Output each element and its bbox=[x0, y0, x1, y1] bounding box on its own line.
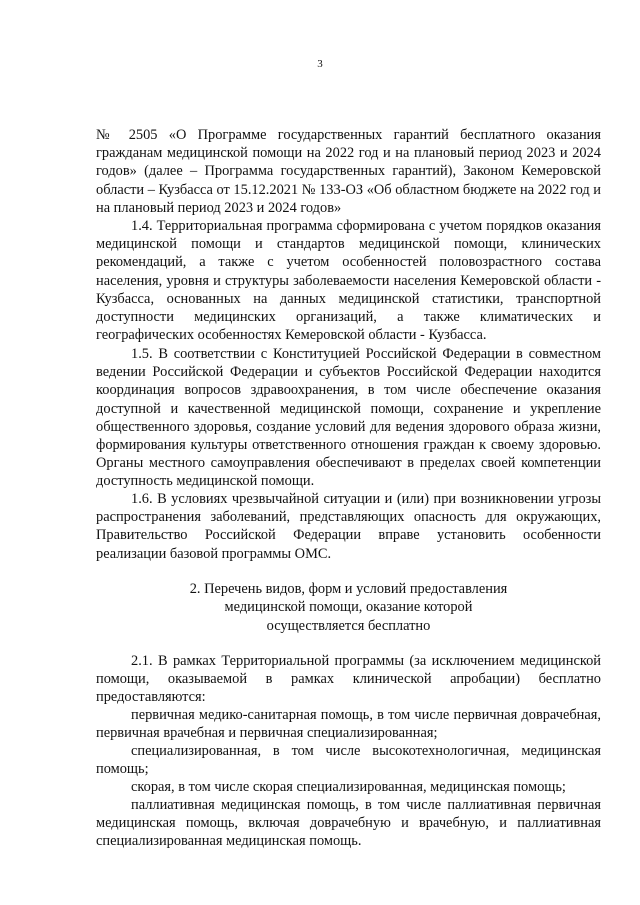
list-item-primary-care: первичная медико-санитарная помощь, в том числе первичная доврачебная, первичная врачебная и первичная специализированная; bbox=[96, 707, 601, 742]
paragraph-1-6: 1.6. В условиях чрезвычайной ситуации и (или) при возникновении угрозы распространения заболеваний, представляющих опасность для окружающих, Правительство Российской Федерации вправе установить особенности реализации базовой программы ОМС. bbox=[96, 491, 601, 562]
paragraph-1-5: 1.5. В соответствии с Конституцией Российской Федерации в совместном ведении Российской Федерации и субъектов Российской Федерации находится координация вопросов здравоохранения, в том числе обеспечение оказания доступной и качественной медицинской помощи, сохранение и укрепление общественного здоровья, создание условий для ведения здорового образа жизни, формирования культуры ответственного отношения граждан к своему здоровью. Органы местного самоуправления обеспечивают в пределах своей компетенции доступность медицинской помощи. bbox=[96, 346, 601, 490]
section-2-heading-line-1: 2. Перечень видов, форм и условий предоставления bbox=[189, 581, 508, 597]
list-item-palliative-care: паллиативная медицинская помощь, в том числе паллиативная первичная медицинская помощь, включая доврачебную и врачебную, и паллиативная специализированная медицинская помощь. bbox=[96, 797, 601, 850]
paragraph-1-4: 1.4. Территориальная программа сформирована с учетом порядков оказания медицинской помощи и стандартов медицинской помощи, клинических рекомендаций, а также с учетом особенностей половозрастного состава населения, уровня и структуры заболеваемости населения Кемеровской области - Кузбасса, основанных на данных медицинской статистики, транспортной доступности медицинских организаций, а также климатических и географических особенностях Кемеровской области - Кузбасса. bbox=[96, 218, 601, 344]
list-item-emergency-care: скорая, в том числе скорая специализированная, медицинская помощь; bbox=[131, 779, 566, 795]
paragraph-2-1: 2.1. В рамках Территориальной программы (за исключением медицинской помощи, оказываемой в рамках клинической апробации) бесплатно предоставляются: bbox=[96, 653, 601, 706]
section-2-heading bbox=[96, 580, 601, 635]
section-2-heading-line-2: медицинской помощи, оказание которой bbox=[224, 599, 473, 616]
section-2-heading-line-3: осуществляется бесплатно bbox=[266, 617, 431, 634]
paragraph-intro: № 2505 «О Программе государственных гарантий бесплатного оказания гражданам медицинской помощи на 2022 год и на плановый период 2023 и 2024 годов» (далее – Программа государственных гарантий), Законом Кемеровской области – Кузбасса от 15.12.2021 № 133-ОЗ «Об областном бюджете на 2022 год и на плановый период 2023 и 2024 годов» bbox=[96, 127, 602, 216]
page-number: 3 bbox=[317, 58, 323, 70]
list-item-specialized-care: специализированная, в том числе высокотехнологичная, медицинская помощь; bbox=[96, 743, 601, 778]
